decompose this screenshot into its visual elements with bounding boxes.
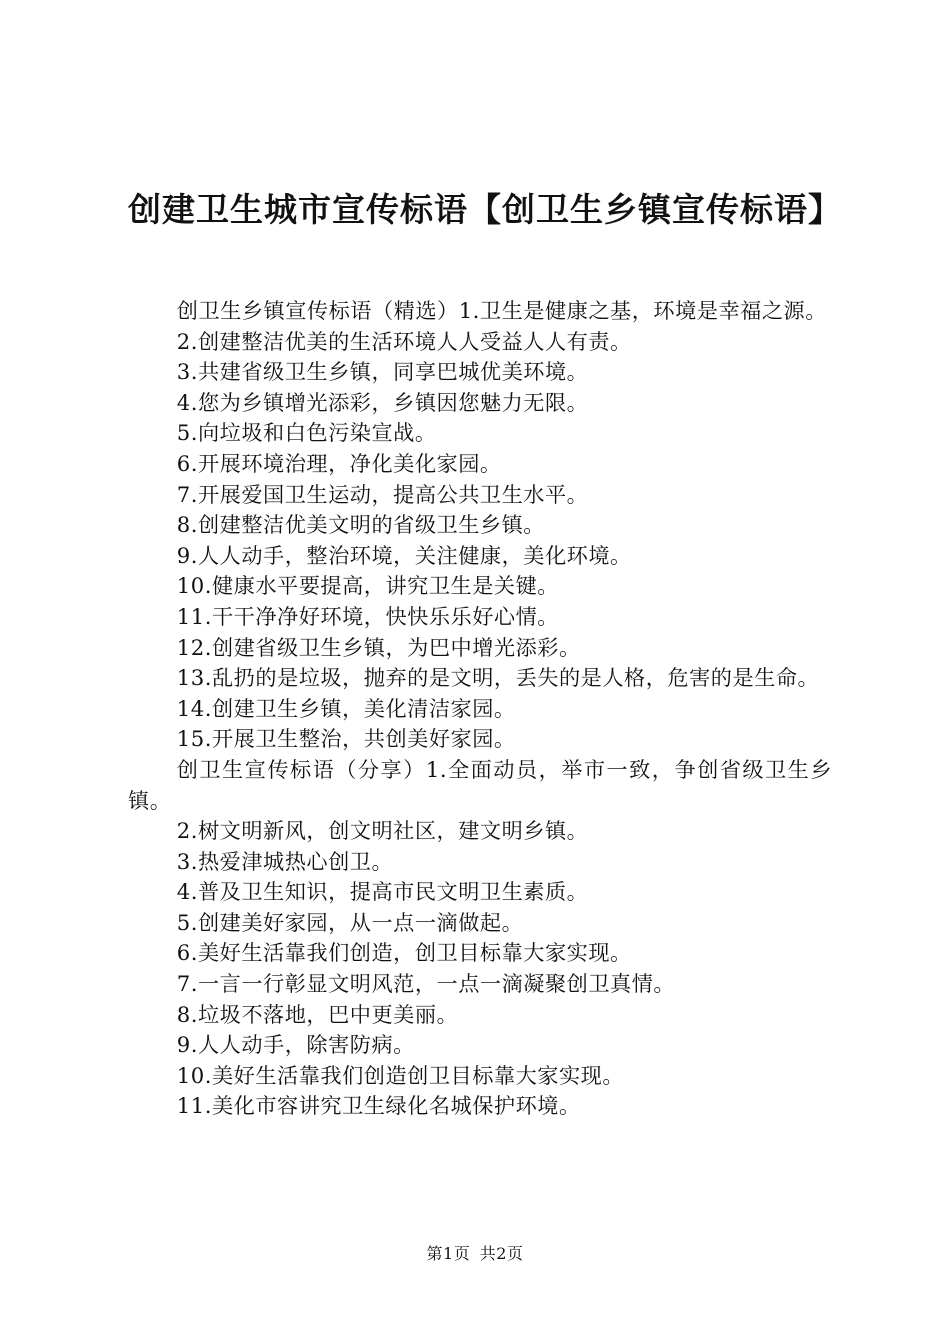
paragraph-16: 创卫生宣传标语（分享）1.全面动员，举市一致，争创省级卫生乡镇。 (128, 756, 832, 813)
paragraph-4: 4.您为乡镇增光添彩，乡镇因您魅力无限。 (176, 389, 589, 415)
paragraph-1: 创卫生乡镇宣传标语（精选）1.卫生是健康之基，环境是幸福之源。 (176, 298, 827, 323)
paragraph-24: 9.人人动手，除害防病。 (176, 1032, 415, 1058)
page-number: 第1页 (426, 1244, 471, 1263)
paragraph-13: 13.乱扔的是垃圾，抛弃的是文明，丢失的是人格，危害的是生命。 (176, 665, 820, 691)
paragraph-15: 15.开展卫生整治，共创美好家园。 (176, 726, 516, 752)
paragraph-21: 6.美好生活靠我们创造，创卫目标靠大家实现。 (176, 940, 632, 966)
paragraph-18: 3.热爱津城热心创卫。 (176, 848, 394, 874)
paragraph-8: 8.创建整洁优美文明的省级卫生乡镇。 (176, 512, 545, 538)
paragraph-26: 11.美化市容讲究卫生绿化名城保护环境。 (176, 1093, 581, 1119)
paragraph-17: 2.树文明新风，创文明社区，建文明乡镇。 (176, 818, 589, 844)
document-body (128, 296, 832, 1122)
paragraph-6: 6.开展环境治理，净化美化家园。 (176, 450, 502, 476)
paragraph-20: 5.创建美好家园，从一点一滴做起。 (176, 909, 524, 935)
page-footer (0, 1244, 950, 1264)
page-total: 共2页 (479, 1244, 524, 1263)
paragraph-7: 7.开展爱国卫生运动，提高公共卫生水平。 (176, 481, 589, 507)
paragraph-23: 8.垃圾不落地，巴中更美丽。 (176, 1001, 459, 1027)
document-title: 创建卫生城市宣传标语【创卫生乡镇宣传标语】 (128, 190, 842, 229)
paragraph-19: 4.普及卫生知识，提高市民文明卫生素质。 (176, 879, 589, 905)
paragraph-10: 10.健康水平要提高，讲究卫生是关键。 (176, 573, 559, 599)
paragraph-5: 5.向垃圾和白色污染宣战。 (176, 420, 437, 446)
paragraph-14: 14.创建卫生乡镇，美化清洁家园。 (176, 695, 516, 721)
paragraph-3: 3.共建省级卫生乡镇，同享巴城优美环境。 (176, 359, 589, 385)
paragraph-22: 7.一言一行彰显文明风范，一点一滴凝聚创卫真情。 (176, 971, 676, 997)
paragraph-12: 12.创建省级卫生乡镇，为巴中增光添彩。 (176, 634, 581, 660)
paragraph-9: 9.人人动手，整治环境，关注健康，美化环境。 (176, 542, 632, 568)
paragraph-11: 11.干干净净好环境，快快乐乐好心情。 (176, 603, 559, 629)
paragraph-2: 2.创建整洁优美的生活环境人人受益人人有责。 (176, 328, 632, 354)
paragraph-25: 10.美好生活靠我们创造创卫目标靠大家实现。 (176, 1062, 625, 1088)
